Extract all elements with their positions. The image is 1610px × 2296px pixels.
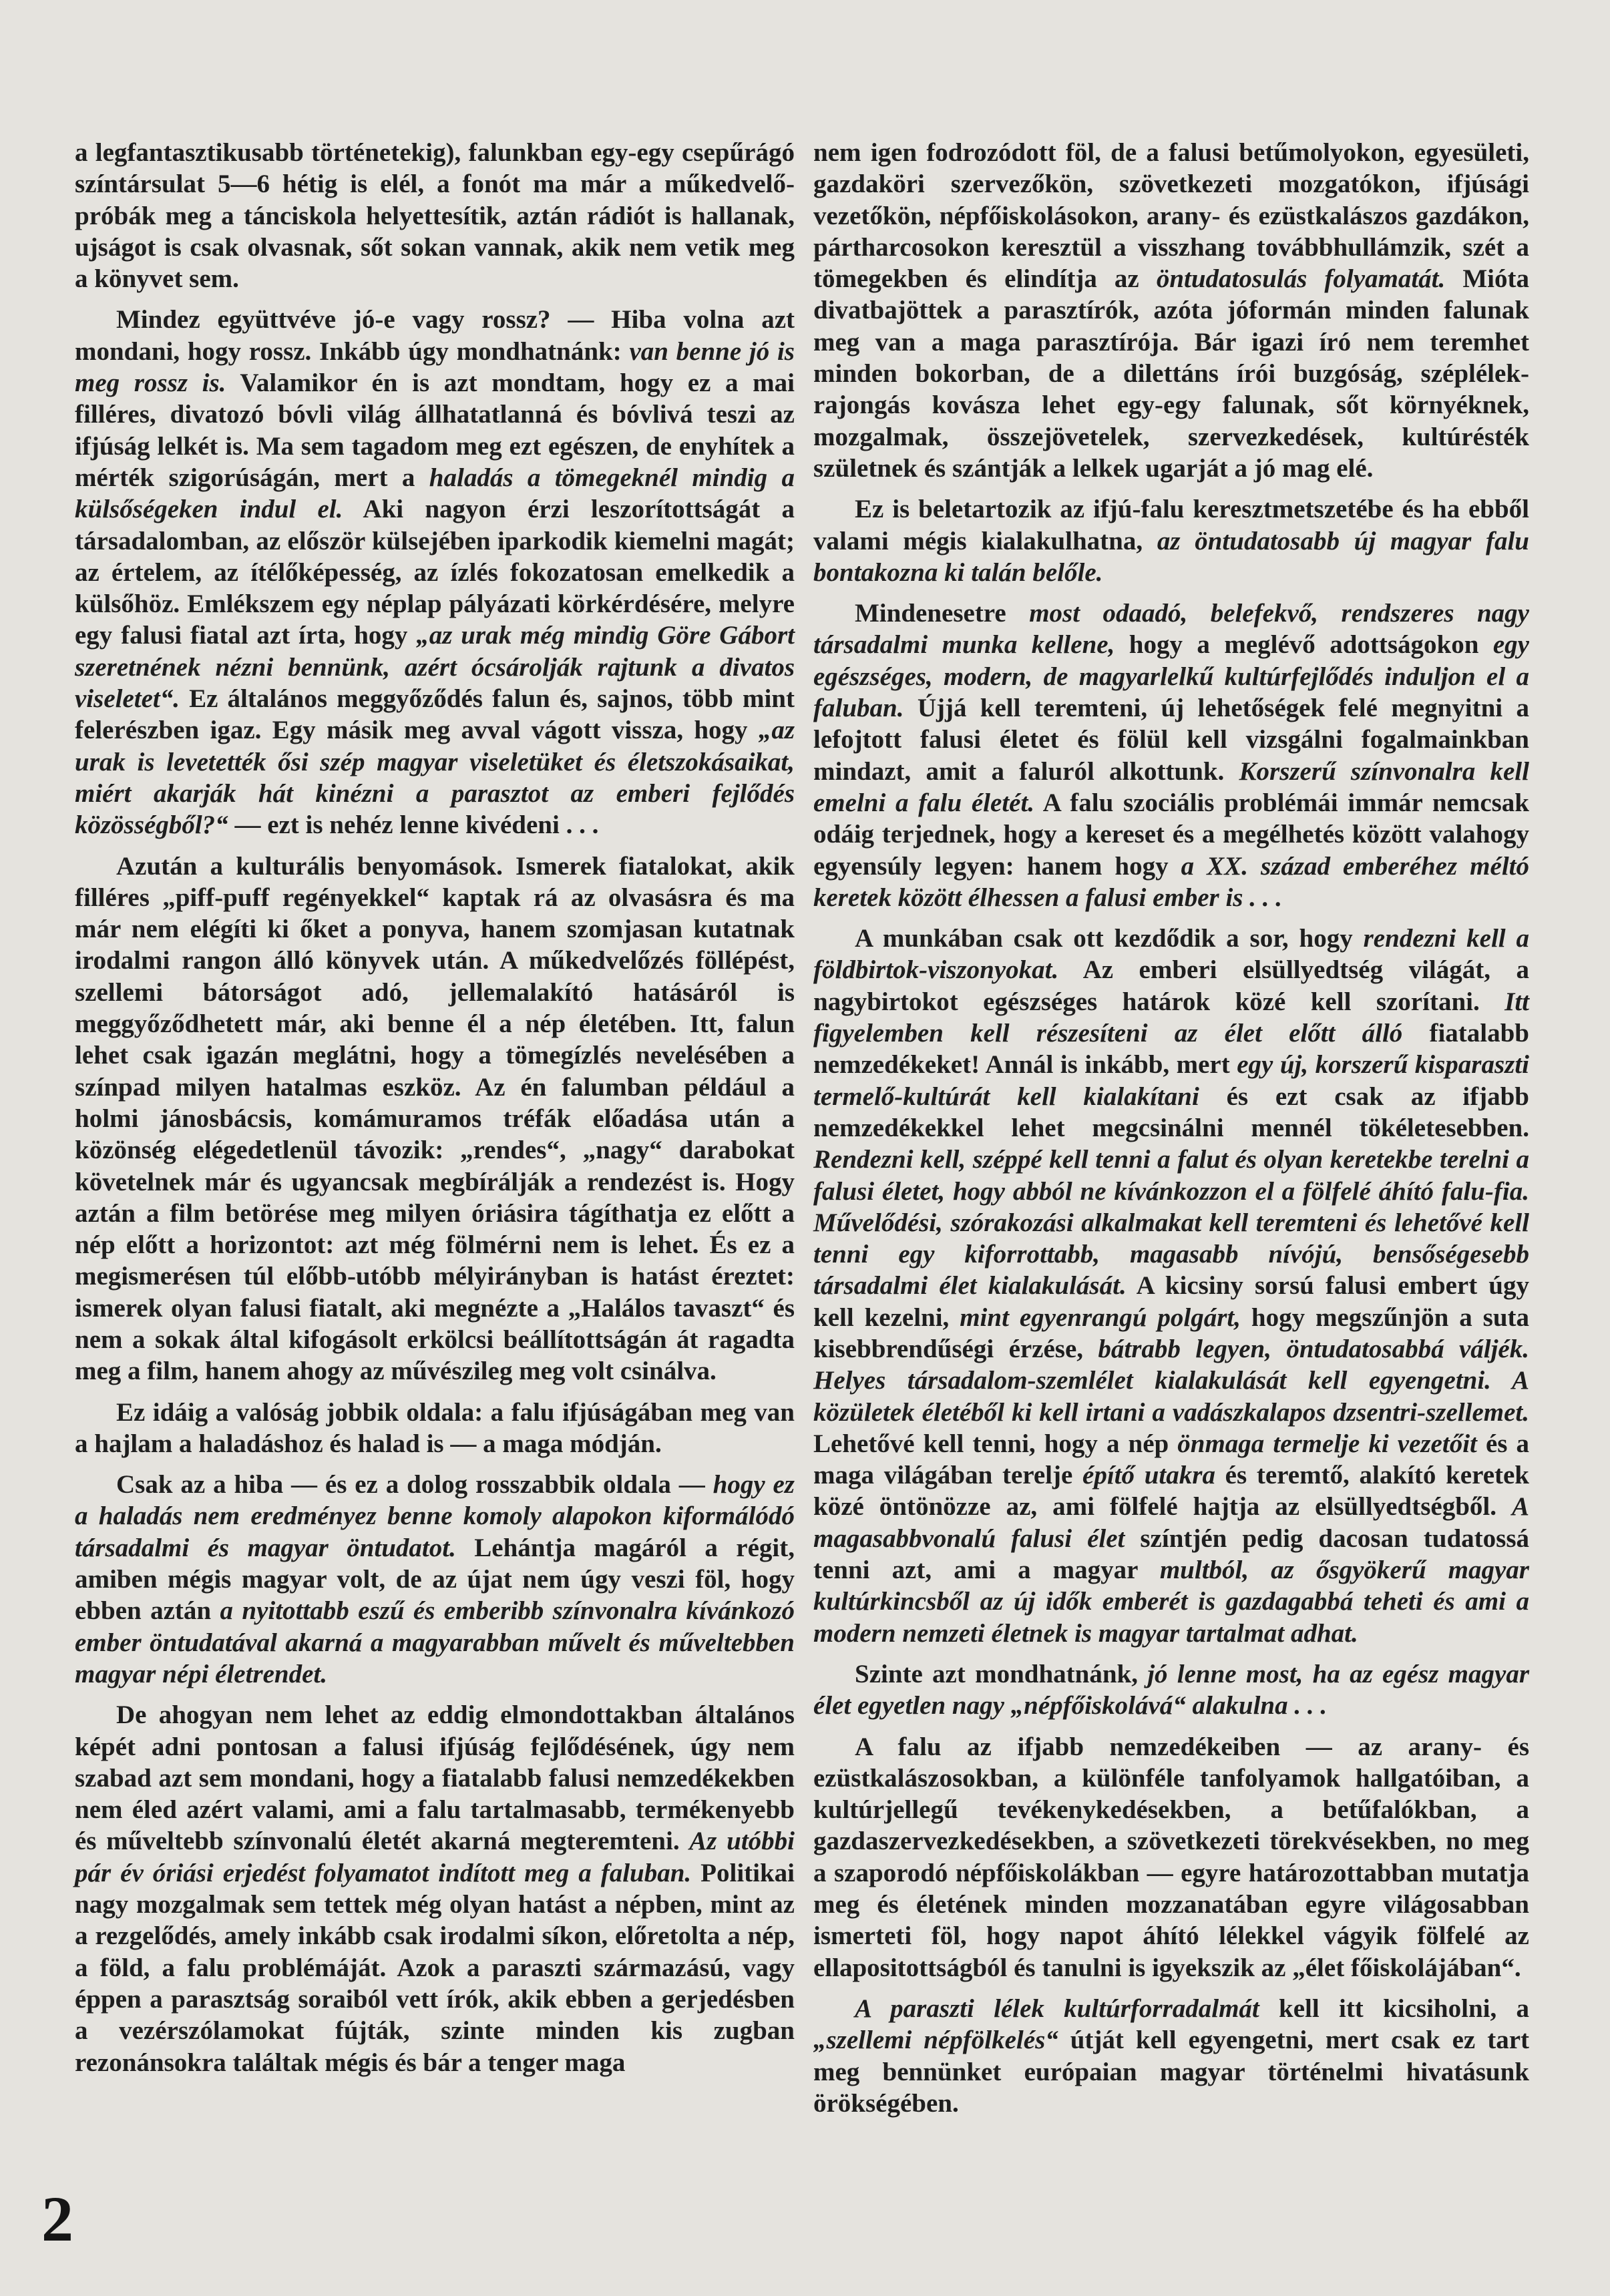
text-run: Szinte azt mondhatnánk, bbox=[855, 1659, 1148, 1688]
text-run: Ez is beletartozik az ifjú-falu keresztmetszetébe és ha ebből valami mégis kialakulhatna, bbox=[813, 495, 1529, 555]
italic-text-run: mint egyenrangú polgárt, bbox=[960, 1303, 1241, 1332]
text-run: útját kell egyengetni, mert csak ez tart meg bennünket európaian magyar történelmi hivatásunk örökségében. bbox=[813, 2026, 1529, 2118]
text-run: Újjá kell teremteni, új lehetőségek felé megnyitni a lefojtott falusi életet és fölül kell vizsgálni fogalmainkban mindazt, amit a faluról alkottunk. bbox=[813, 694, 1529, 786]
italic-text-run: Rendezni kell, széppé kell tenni a falut és olyan keretekbe terelni a falusi életet, hogy abból ne kívánkozzon el a fölfelé áhító falu-fia. Művelődési, szórakozási alkalmakat kell teremteni és lehetővé kell tenni egy kiforrottabb, magasabb nívójú, bensőségesebb társadalmi élet kialakulását. bbox=[813, 1145, 1529, 1301]
text-run: kell itt kicsiholni, a bbox=[1259, 1994, 1529, 2023]
italic-text-run: öntudatosulás folyamatát. bbox=[1156, 264, 1446, 294]
paragraph bbox=[75, 137, 795, 294]
italic-text-run: építő utakra bbox=[1082, 1461, 1215, 1490]
text-run: Mióta divatbajöttek a parasztírók, azóta jóformán minden falunak meg van a maga parasztírója. Bár igazi író nem teremhet minden bokorban, de a dilettáns írói buzgóság, széplélek-rajongás kovásza lehet egy-egy falunak, sőt környéknek, mozgalmak, összejövetelek, szervezkedések, kultúrésték születnek és szántják a lelkek ugarját a jó mag elé. bbox=[813, 264, 1529, 483]
italic-text-run: haladás a tömegeknél mindig a külsőségeken indul el. bbox=[75, 463, 795, 524]
text-run: Csak az a hiba — és ez a dolog rosszabbik oldala — bbox=[116, 1470, 713, 1500]
italic-text-run: A magasabbvonalú falusi élet bbox=[813, 1492, 1529, 1553]
paragraph bbox=[813, 923, 1529, 1649]
text-run: Valamikor én is azt mondtam, hogy ez a mai filléres, divatozó bóvli világ állhatatlanná és bóvlivá teszi az ifjúság lelkét is. Ma sem tagadom meg ezt egészen, de enyhítek a mérték szigorúságán, mert a bbox=[75, 369, 795, 492]
italic-text-run: a XX. század emberéhez méltó keretek között élhessen a falusi ember is . . . bbox=[813, 851, 1530, 912]
text-run: hogy megszűnjön a suta kisebbrendűségi érzése, bbox=[813, 1303, 1529, 1363]
text-run: A falu az ifjabb nemzedékeiben — az arany- és ezüstkalászosokban, a különféle tanfolyamok hallgatóiban, a kultúrjellegű tevékenykedésekben, a betűfalókban, a gazdaszervezkedésekben, a szövetkezeti törekvésekben, no meg a szaporodó népfőiskolákban — egyre határozottabban mutatja meg és életének minden mozzanatában egyre világosabban ismerteti föl, hogy napot áhító lélekkel vágyik fölfelé az ellapositottságból és tanulni is igyekszik az „élet főiskolájában“. bbox=[813, 1732, 1529, 1982]
text-run: Ez idáig a valóság jobbik oldala: a falu ifjúságában meg van a hajlam a haladáshoz és halad is — a maga módján. bbox=[75, 1397, 795, 1458]
italic-text-run: „az urak is levetették ősi szép magyar viseletüket és életszokásaikat, miért akarják hát kinézni a parasztot az emberi fejlődés közösségből?“ bbox=[75, 716, 795, 840]
italic-text-run: Itt figyelemben kell részesíteni az élet előtt álló bbox=[813, 987, 1529, 1048]
paragraph bbox=[813, 137, 1529, 484]
text-run: és teremtő, alakító keretek közé öntönözze az, ami fölfelé hajtja az elsüllyedtségből. bbox=[813, 1461, 1529, 1522]
italic-text-run: „szellemi népfölkelés“ bbox=[813, 2026, 1058, 2055]
text-run: De ahogyan nem lehet az eddig elmondottakban általános képét adni pontosan a falusi ifjúság fejlődésének, úgy nem szabad azt sem mondani, hogy a fiatalabb falusi nemzedékekben nem éled azért valami, ami a falu tartalmasabb, termékenyebb és műveltebb színvonalú életét akarná megteremteni. bbox=[75, 1700, 795, 1856]
text-run: nem igen fodrozódott föl, de a falusi betűmolyokon, egyesületi, gazdaköri szervezőkön, szövetkezeti mozgatókon, ifjúsági vezetőkön, népfőiskolásokon, arany- és ezüstkalászos gazdákon, pártharcosokon keresztül a visszhang továbbhullámzik, szét a tömegekben és elindítja az bbox=[813, 138, 1529, 294]
text-run: Lehetővé kell tenni, hogy a nép bbox=[813, 1429, 1178, 1458]
text-run: — ezt is nehéz lenne kivédeni . . . bbox=[228, 811, 599, 840]
text-run: Mindenesetre bbox=[855, 599, 1030, 628]
paragraph bbox=[75, 1469, 795, 1690]
paragraph bbox=[75, 304, 795, 841]
italic-text-run: jó lenne most, ha az egész magyar élet egyetlen nagy „népfőiskolává“ alakulna . . . bbox=[813, 1659, 1530, 1720]
paragraph bbox=[75, 1397, 795, 1460]
text-run: Politikai nagy mozgalmak sem tettek még olyan hatást a népben, mint az a rezgelődés, amely inkább csak irodalmi síkon, előretolta a nép, a föld, a falu problémáját. Azok a paraszti származású, vagy éppen a parasztság soraiból vett írók, akik ebben a gerjedésben a vezérszólamokat fújták, szinte minden kis zugban rezonánsokra találtak mégis és bár a tenger maga bbox=[75, 1858, 795, 2077]
text-run: és a maga világában terelje bbox=[813, 1429, 1529, 1490]
text-run: Az emberi elsüllyedtség világát, a nagybirtokot egészséges határok közé kell szorítani. bbox=[813, 955, 1529, 1016]
paragraph bbox=[813, 493, 1529, 588]
page-number: 2 bbox=[41, 2183, 73, 2255]
text-run: A munkában csak ott kezdődik a sor, hogy bbox=[855, 924, 1364, 953]
text-run: hogy a meglévő adottságokon bbox=[1115, 630, 1493, 660]
text-run: Mindez együttvéve jó-e vagy rossz? — Hiba volna azt mondani, hogy rossz. Inkább úgy mondhatnánk: bbox=[75, 305, 795, 366]
italic-text-run: egy új, korszerű kisparaszti termelő-kultúrát kell kialakítani bbox=[813, 1050, 1530, 1111]
text-run: A kicsiny sorsú falusi embert úgy kell kezelni, bbox=[813, 1271, 1529, 1332]
paragraph bbox=[813, 1731, 1529, 1984]
text-run: a legfantasztikusabb történetekig), falunkban egy-egy csepűrágó színtársulat 5—6 hétig is elél, a fonót ma már a műkedvelő-próbák meg a tánciskola helyettesítik, aztán rádiót is hallanak, ujságot is csak olvasnak, sőt sokan vannak, akik nem vetik meg a könyvet sem. bbox=[75, 138, 795, 294]
text-run: és ezt csak az ifjabb nemzedékekkel lehet megcsinálni mennél tökéletesebben. bbox=[813, 1082, 1529, 1142]
text-run: Azután a kulturális benyomások. Ismerek fiatalokat, akik filléres „piff-puff regényekkel“ kaptak rá az olvasásra és ma már nem elégíti ki őket a ponyva, hanem szomjasan kutatnak irodalmi rangon álló könyvek után. A műkedvelőzés föllépést, szellemi bátorságot adó, jellemalakító hatásáról is meggyőződhetett már, aki benne él a nép életében. Itt, falun lehet csak igazán meglátni, hogy a tömegízlés nevelésében a színpad milyen hatalmas eszköz. Az én falumban például a holmi jánosbácsis, komámuramos tréfák előadása után a közönség elégedetlenül távozik: „rendes“, „nagy“ darabokat követelnek már és ugyancsak megbírálják a rendezést is. Hogy aztán a film betörése meg milyen óriásira tágíthatja ez előtt a nép előtt a horizontot: azt még fölmérni nem is lehet. És ez a megismerésen túl előbb-utóbb mélyirányban is hatást éreztet: ismerek olyan falusi fiatalt, aki megnézte a „Halálos tavaszt“ és nem a sokak által kifogásolt erkölcsi beállítottságán át ragadta meg a film, hanem ahogy az művészileg meg volt csinálva. bbox=[75, 851, 795, 1386]
italic-text-run: egy egészséges, modern, de magyarlelkű kultúrfejlődés induljon el a faluban. bbox=[813, 630, 1529, 723]
italic-text-run: A paraszti lélek kultúrforradalmát bbox=[855, 1994, 1259, 2023]
text-run: fiatalabb nemzedékeket! Annál is inkább, mert bbox=[813, 1019, 1529, 1080]
paragraph bbox=[75, 1699, 795, 2078]
text-run: Aki nagyon érzi leszorítottságát a társadalomban, az először külsejében iparkodik kiemelni magát; az értelem, az ítélőképesség, az ízlés fokozatosan emelkedik a külsőhöz. Emlékszem egy néplap pályázati körkérdésére, melyre egy falusi fiatal azt írta, hogy bbox=[75, 495, 795, 650]
italic-text-run: most odaadó, belefekvő, rendszeres nagy társadalmi munka kellene, bbox=[813, 599, 1529, 660]
italic-text-run: önmaga termelje ki vezetőit bbox=[1177, 1429, 1477, 1458]
text-run: színtjén pedig dacosan tudatossá tenni azt, ami a magyar bbox=[813, 1524, 1529, 1585]
italic-text-run: Az utóbbi pár év óriási erjedést folyamatot indított meg a faluban. bbox=[75, 1827, 795, 1887]
right-text-column bbox=[813, 137, 1529, 2128]
italic-text-run: van benne jó is meg rossz is. bbox=[75, 336, 795, 398]
italic-text-run: multból, az ősgyökerű magyar kultúrkincsből az új idők emberét is gazdagabbá teheti és ami a modern nemzeti életnek is magyar tartalmat adhat. bbox=[813, 1556, 1529, 1648]
text-run: Ez általános meggyőződés falun és, sajnos, több mint felerészben igaz. Egy másik meg avval vágott vissza, hogy bbox=[75, 684, 795, 745]
paragraph bbox=[813, 1658, 1529, 1722]
left-text-column bbox=[75, 137, 795, 2088]
italic-text-run: az öntudatosabb új magyar falu bontakozna ki talán belőle. bbox=[813, 526, 1529, 587]
paragraph bbox=[813, 1993, 1529, 2119]
italic-text-run: Korszerű színvonalra kell emelni a falu életét. bbox=[813, 756, 1529, 817]
paragraph bbox=[75, 851, 795, 1387]
italic-text-run: rendezni kell a földbirtok-viszonyokat. bbox=[813, 924, 1529, 985]
italic-text-run: a nyitottabb eszű és emberibb színvonalra kívánkozó ember öntudatával akarná a magyarabban művelt és műveltebben magyar népi életrendet. bbox=[75, 1596, 795, 1688]
italic-text-run: „az urak még mindig Göre Gábort szeretnének nézni bennünk, azért ócsárolják rajtunk a divatos viseletet“. bbox=[75, 621, 795, 714]
text-run: Lehántja magáról a régit, amiben mégis magyar volt, de az újat nem úgy veszi föl, hogy ebben aztán bbox=[75, 1533, 795, 1626]
italic-text-run: hogy ez a haladás nem eredményez benne komoly alapokon kiformálódó társadalmi és magyar öntudatot. bbox=[75, 1470, 795, 1562]
text-run: A falu szociális problémái immár nemcsak odáig terjednek, hogy a kereset és a megélhetés között valahogy egyensúly legyen: hanem hogy bbox=[813, 788, 1529, 881]
paragraph bbox=[813, 598, 1529, 913]
italic-text-run: bátrabb legyen, öntudatosabbá váljék. Helyes társadalom-szemlélet kialakulását kell egyengetni. A közületek életéből ki kell irtani a vadászkalapos dzsentri-szellemet. bbox=[813, 1334, 1529, 1427]
